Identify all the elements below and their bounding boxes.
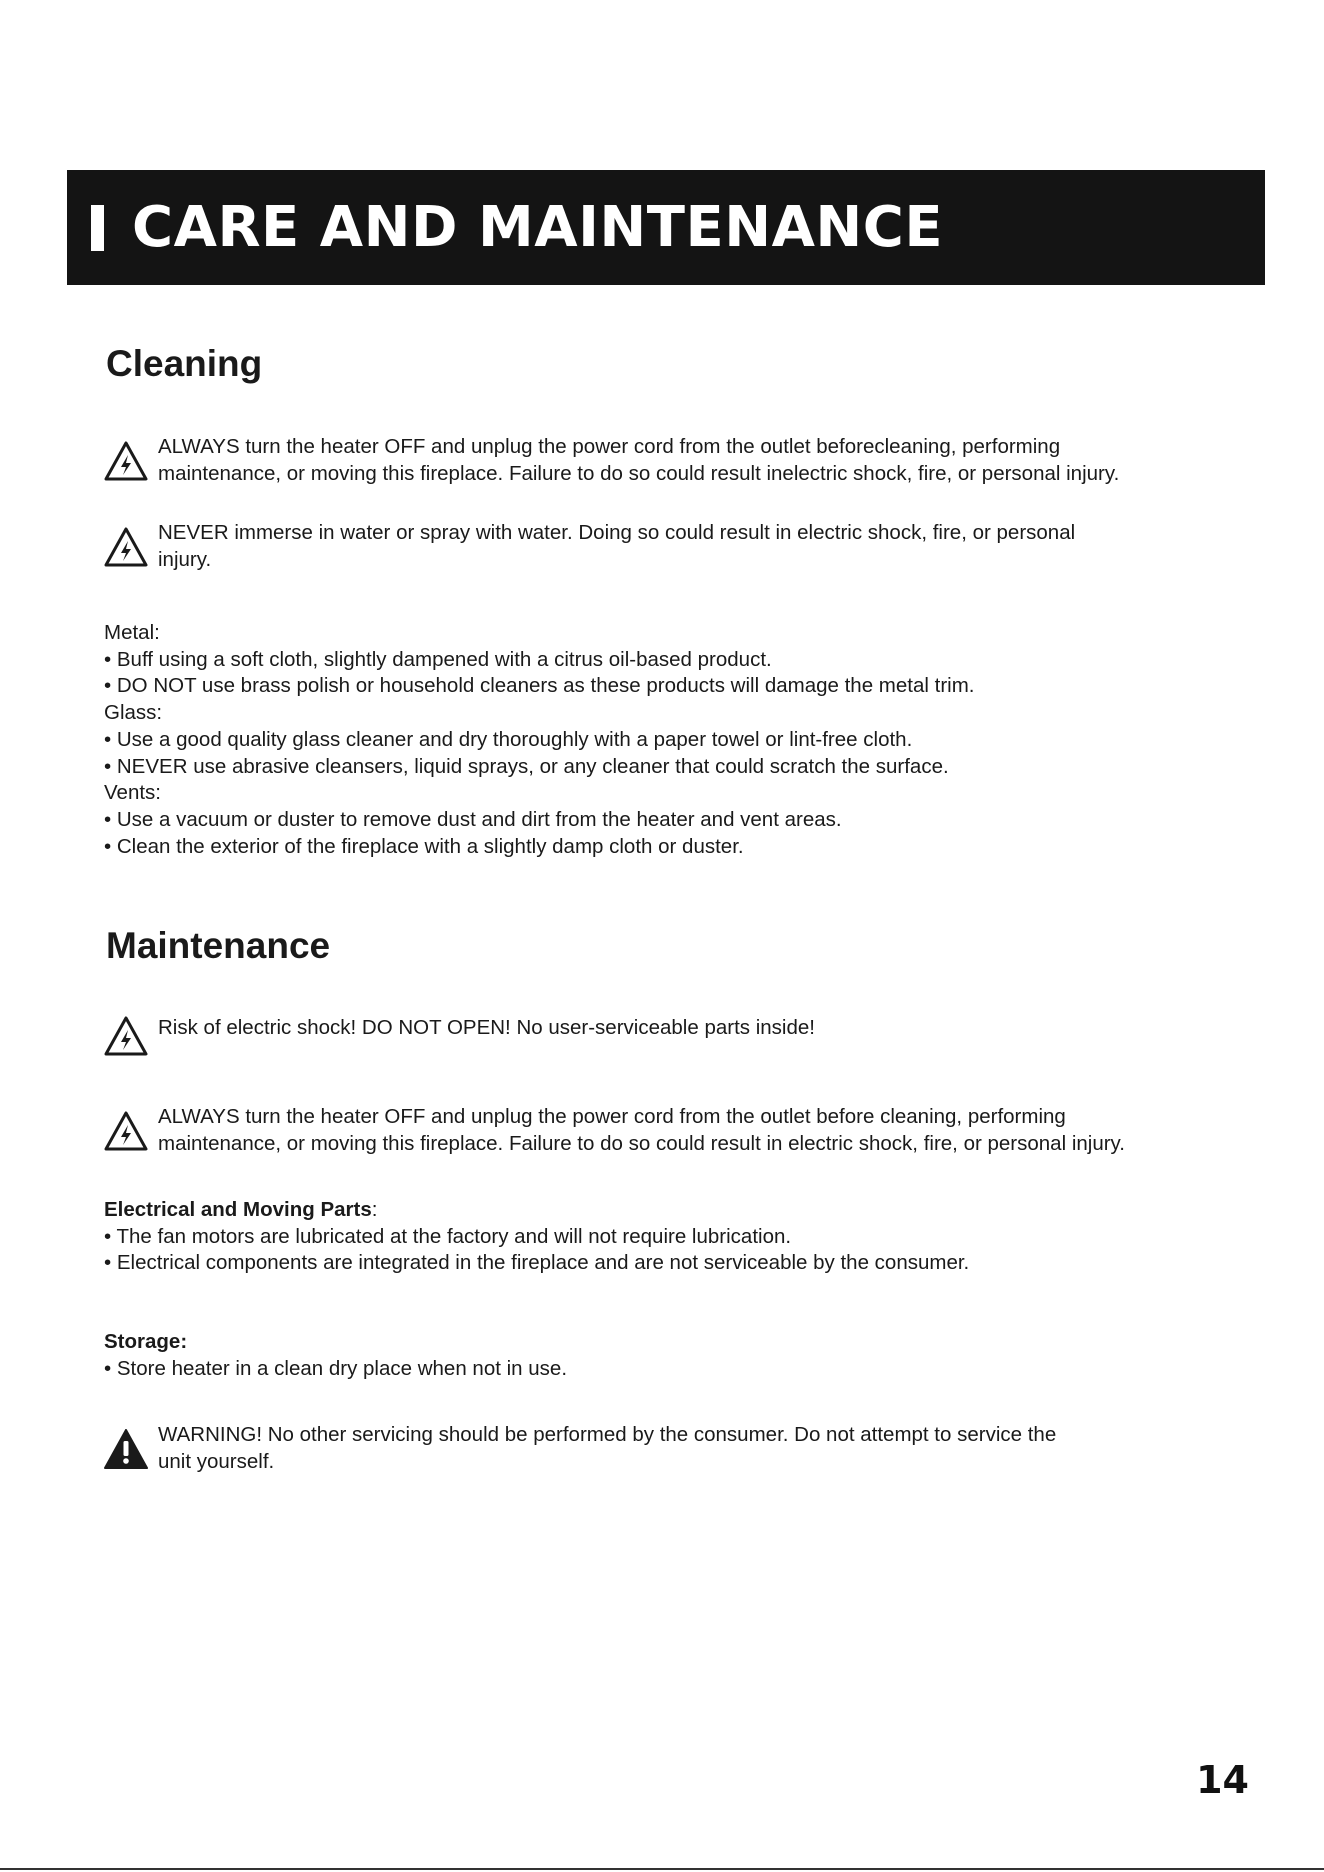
- warning-text-line: injury.: [158, 548, 212, 571]
- bottom-rule: [0, 1868, 1324, 1870]
- maintenance-warning-shock: [104, 1014, 1224, 1056]
- warning-text-line: ALWAYS turn the heater OFF and unplug the power cord from the outlet before cleaning, performing: [158, 1105, 1066, 1128]
- electric-shock-warning-icon: [104, 1016, 148, 1056]
- cleaning-warning-unplug: [104, 433, 1224, 487]
- warning-text-line: ALWAYS turn the heater OFF and unplug the power cord from the outlet beforecleaning, performing: [158, 435, 1061, 458]
- warning-text-line: maintenance, or moving this fireplace. Failure to do so could result in electric shock, fire, or personal injury.: [158, 1132, 1125, 1155]
- cleaning-warning-water: [104, 519, 1224, 573]
- electrical-label-row: [104, 1197, 1224, 1224]
- cleaning-heading: Cleaning: [106, 343, 263, 384]
- page-title: CARE AND MAINTENANCE: [132, 195, 944, 260]
- warning-text-line: maintenance, or moving this fireplace. Failure to do so could result inelectric shock, fire, or personal injury.: [158, 462, 1120, 485]
- electric-shock-warning-icon: [104, 527, 148, 567]
- maintenance-warning-unplug: [104, 1103, 1224, 1157]
- list-item: • The fan motors are lubricated at the factory and will not require lubrication.: [104, 1224, 792, 1248]
- list-item: • Electrical components are integrated in the fireplace and are not serviceable by the consumer.: [104, 1251, 970, 1275]
- metal-label: Metal:: [104, 621, 160, 644]
- warning-text-line: NEVER immerse in water or spray with water. Doing so could result in electric shock, fire, or personal: [158, 521, 1076, 544]
- list-item: • Use a vacuum or duster to remove dust and dirt from the heater and vent areas.: [104, 807, 842, 831]
- storage-label: Storage:: [104, 1330, 188, 1353]
- list-item: • Use a good quality glass cleaner and dry thoroughly with a paper towel or lint-free cloth.: [104, 727, 913, 751]
- list-item: • DO NOT use brass polish or household cleaners as these products will damage the metal trim.: [104, 674, 975, 698]
- exclamation-warning-icon: [104, 1429, 148, 1469]
- list-item: • Buff using a soft cloth, slightly dampened with a citrus oil-based product.: [104, 647, 772, 671]
- final-warning: [104, 1421, 1224, 1475]
- list-item: • Store heater in a clean dry place when not in use.: [104, 1356, 568, 1380]
- storage-section: [104, 1329, 1224, 1382]
- section-header-bar: [67, 170, 1265, 285]
- cleaning-instructions: [104, 620, 1224, 860]
- electric-shock-warning-icon: [104, 1111, 148, 1151]
- glass-label: Glass:: [104, 701, 163, 725]
- list-item: • NEVER use abrasive cleansers, liquid sprays, or any cleaner that could scratch the surface.: [104, 754, 949, 778]
- section-marker: [91, 205, 104, 251]
- warning-text-line: unit yourself.: [158, 1450, 275, 1473]
- maintenance-heading: Maintenance: [106, 925, 331, 966]
- electrical-label-colon: :: [371, 1198, 378, 1221]
- electric-shock-warning-icon: [104, 441, 148, 481]
- list-item: • Clean the exterior of the fireplace with a slightly damp cloth or duster.: [104, 834, 744, 858]
- electrical-parts-section: [104, 1197, 1224, 1277]
- page-number: 14: [1196, 1758, 1249, 1802]
- warning-text-line: WARNING! No other servicing should be performed by the consumer. Do not attempt to service the: [158, 1423, 1057, 1446]
- vents-label: Vents:: [104, 781, 161, 805]
- electrical-label: Electrical and Moving Parts: [104, 1198, 372, 1221]
- warning-text-line: Risk of electric shock! DO NOT OPEN! No user-serviceable parts inside!: [158, 1016, 815, 1039]
